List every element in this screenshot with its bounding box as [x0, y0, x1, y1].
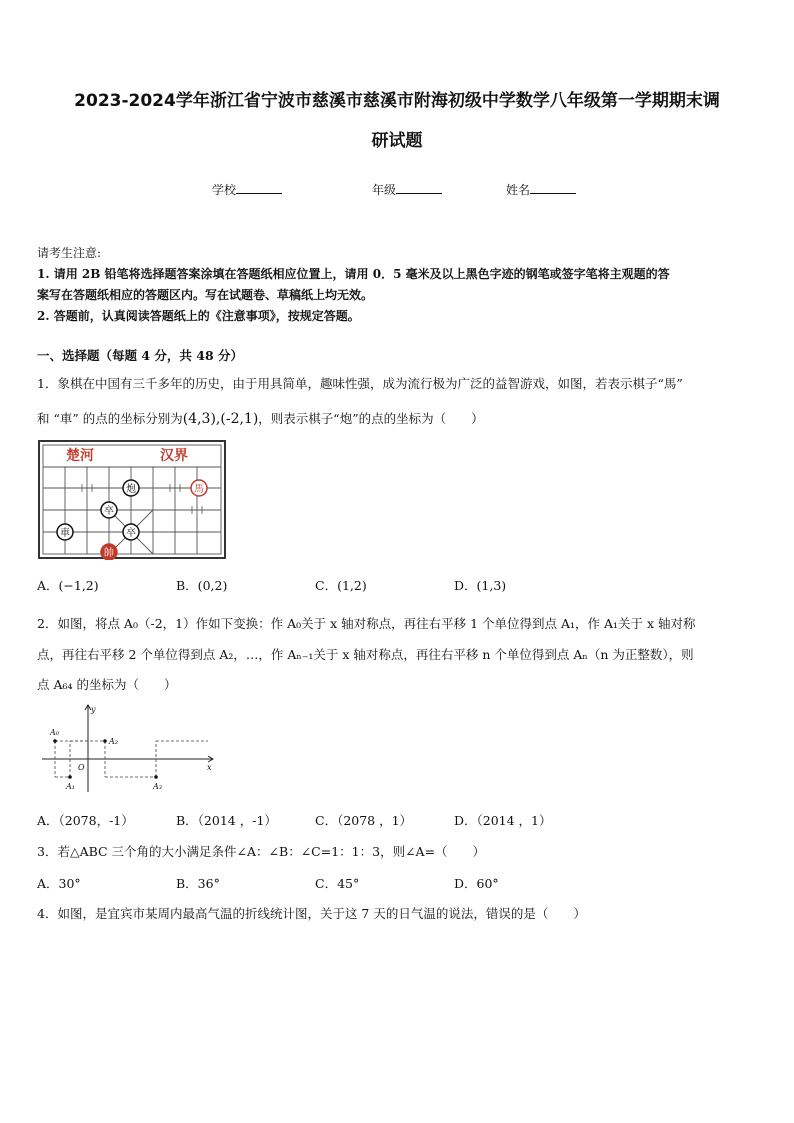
page-title: 2023-2024学年浙江省宁波市慈溪市慈溪市附海初级中学数学八年级第一学期期末调: [74, 91, 720, 111]
q3-options: [37, 874, 593, 892]
notice-item1b: 案写在答题纸相应的答题区内。写在试题卷、草稿纸上均无效。: [37, 288, 374, 302]
q2-line1: 2．如图，将点 A₀（-2，1）作如下变换：作 A₀关于 x 轴对称点，再往右平移 1 个单位得到点 A₁，作 A₁关于 x 轴对称: [37, 616, 696, 631]
section-heading: 一、选择题（每题 4 分，共 48 分）: [37, 348, 244, 363]
notice-item2: 2. 答题前，认真阅读答题纸上的《注意事项》，按规定答题。: [37, 309, 360, 323]
grade-field: [372, 181, 442, 198]
q2-option-d[interactable]: D．（2014 ，1）: [454, 813, 552, 828]
piece-shuai: 帥: [104, 548, 114, 559]
name-label: 姓名: [506, 183, 531, 197]
y-axis-label: y: [91, 705, 96, 714]
q2-line3: 点 A₆₄ 的坐标为（ ）: [37, 677, 177, 692]
name-field: [506, 181, 576, 198]
notice-item1a: 1. 请用 2B 铅笔将选择题答案涂填在答题纸相应位置上，请用 0．5 毫米及以上黑色字迹的钢笔或签字笔将主观题的答: [37, 267, 670, 281]
q3-text: 3．若△ABC 三个角的大小满足条件∠A：∠B：∠C=1：1：3，则∠A=（ ）: [37, 844, 486, 859]
coordinate-graph-figure: [40, 702, 220, 794]
point-a0-label: A₀: [50, 728, 59, 737]
piece-zu-1: 卒: [104, 506, 114, 517]
q1-line2: [37, 405, 759, 433]
notice-heading: 请考生注意:: [37, 246, 102, 260]
piece-zu-2: 卒: [126, 528, 136, 539]
school-field: [212, 181, 282, 198]
origin-label: O: [78, 763, 85, 772]
q3-option-d[interactable]: D．60°: [454, 876, 499, 891]
q2-line2: 点，再往右平移 2 个单位得到点 A₂，…，作 Aₙ₋₁关于 x 轴对称点，再往右平移 n 个单位得到点 Aₙ（n 为正整数），则: [37, 647, 694, 662]
piece-ma: 馬: [194, 484, 204, 495]
grade-blank: [396, 183, 442, 194]
q1-option-d[interactable]: D．(1,3): [454, 578, 507, 593]
q3-option-a[interactable]: A．30°: [37, 876, 81, 891]
q2-option-a[interactable]: A．（2078，-1）: [37, 813, 134, 828]
point-a2-label: A₂: [109, 737, 118, 746]
x-axis-label: x: [207, 763, 212, 772]
chess-board-figure: [38, 440, 226, 560]
q3-option-b[interactable]: B．36°: [176, 876, 220, 891]
point-a1-label: A₁: [66, 782, 75, 791]
q1-option-a[interactable]: A．(−1,2): [37, 578, 99, 593]
grade-label: 年级: [372, 183, 397, 197]
notice-block: [37, 243, 757, 327]
school-label: 学校: [212, 183, 237, 197]
page-title-line2: 研试题: [371, 131, 423, 151]
piece-ju: 車: [60, 528, 70, 539]
name-blank: [530, 183, 576, 194]
q1-text-a: 和 “車” 的点的坐标分别为: [37, 411, 183, 426]
school-blank: [236, 183, 282, 194]
q1-option-b[interactable]: B．(0,2): [176, 578, 228, 593]
point-a3-label: A₃: [153, 782, 162, 791]
q4-text: 4．如图，是宜宾市某周内最高气温的折线统计图，关于这 7 天的日气温的说法，错误的是（ ）: [37, 906, 586, 921]
q1-option-c[interactable]: C．(1,2): [315, 578, 367, 593]
q1-line1: 1．象棋在中国有三千多年的历史，由于用具简单，趣味性强，成为流行极为广泛的益智游戏，如图，若表示棋子“馬”: [37, 376, 683, 391]
river-right-text: 汉界: [160, 448, 188, 464]
piece-pao: 炮: [126, 484, 136, 495]
q1-options: [37, 576, 593, 594]
q1-coords: (4,3),(-2,1): [182, 411, 259, 427]
q2-option-c[interactable]: C．（2078 ，1）: [315, 813, 413, 828]
q2-options: [37, 811, 593, 829]
river-left-text: 楚河: [66, 448, 94, 464]
q1-text-b: ，则表示棋子“炮”的点的坐标为（ ）: [258, 411, 484, 426]
q2-option-b[interactable]: B．（2014 ，-1）: [176, 813, 277, 828]
q3-option-c[interactable]: C．45°: [315, 876, 360, 891]
